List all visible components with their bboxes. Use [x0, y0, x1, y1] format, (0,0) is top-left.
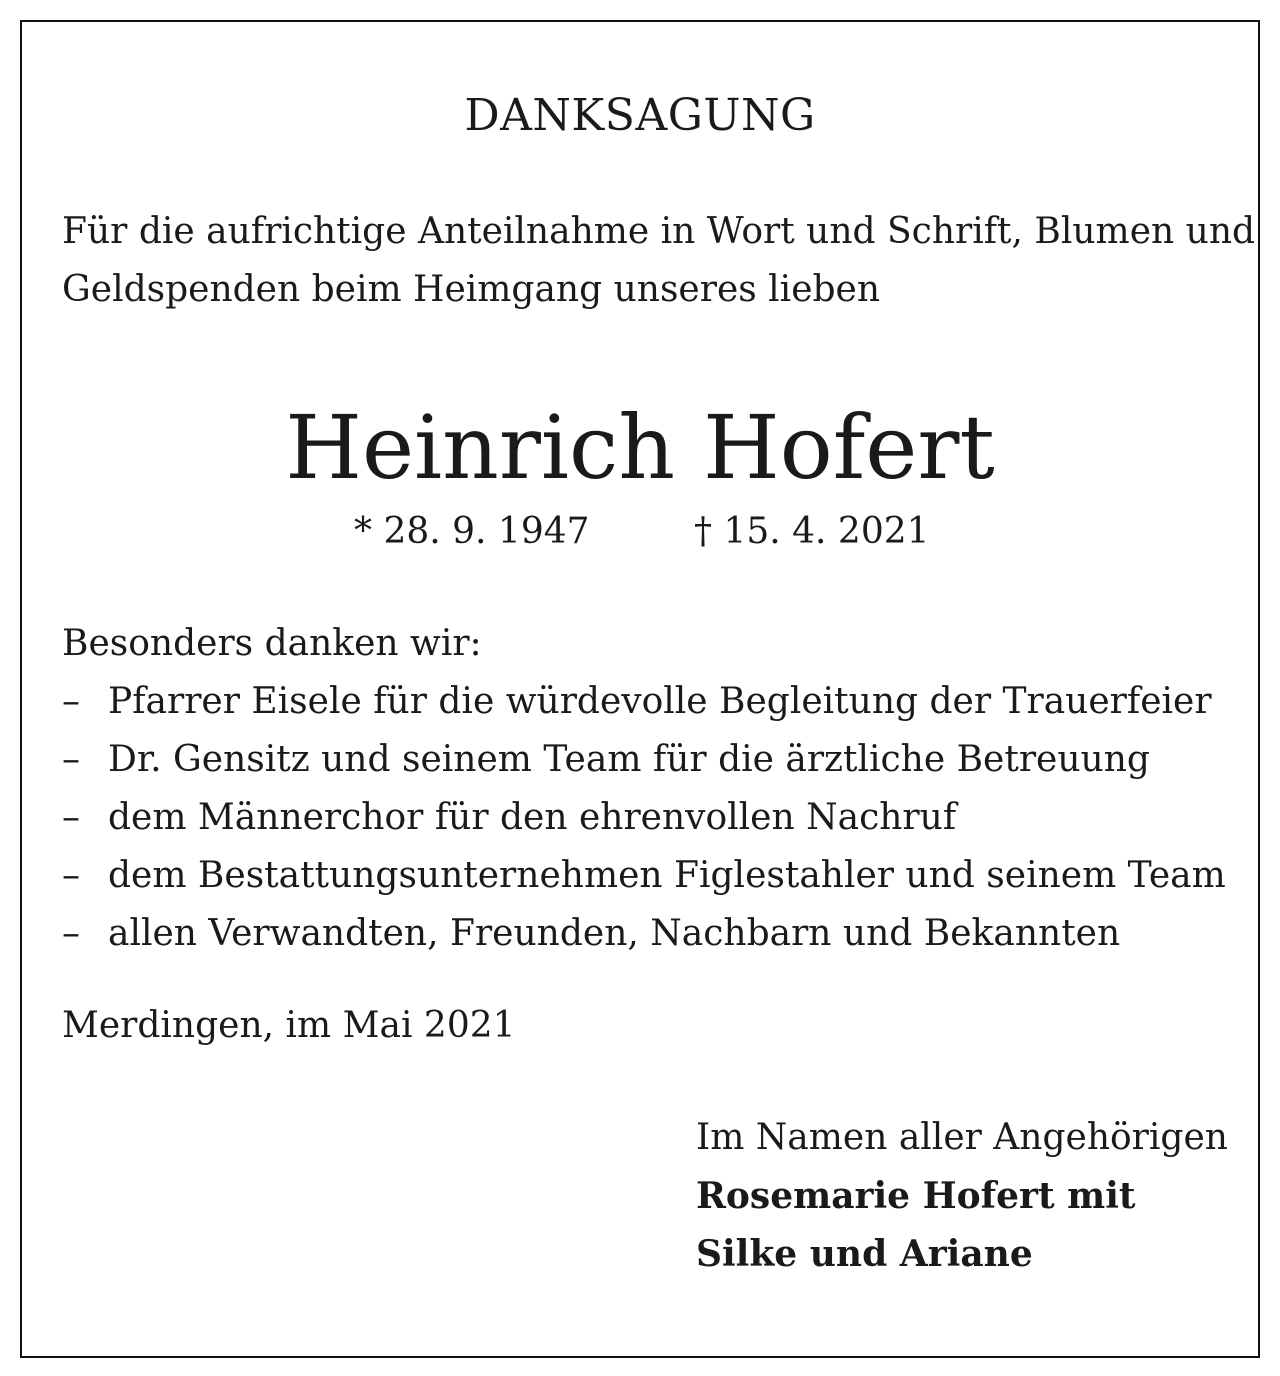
list-item — [62, 739, 1150, 780]
deceased-name: Heinrich Hofert — [285, 396, 995, 499]
list-item — [62, 855, 1226, 896]
list-item-text: dem Bestattungsunternehmen Figlestahler und seinem Team — [108, 855, 1226, 896]
list-item-text: dem Männerchor für den ehrenvollen Nachruf — [108, 797, 957, 838]
signature-line-2: Rosemarie Hofert mit — [696, 1175, 1136, 1217]
signature-line-1: Im Namen aller Angehörigen — [696, 1117, 1228, 1158]
signature-line-3: Silke und Ariane — [696, 1233, 1033, 1275]
list-bullet: – — [62, 797, 80, 838]
intro-line-2: Geldspenden beim Heimgang unseres lieben — [62, 269, 881, 310]
list-bullet: – — [62, 739, 80, 780]
thanks-intro: Besonders danken wir: — [62, 623, 482, 664]
place-date: Merdingen, im Mai 2021 — [62, 1005, 516, 1046]
list-item — [62, 913, 1121, 954]
list-item-text: allen Verwandten, Freunden, Nachbarn und Bekannten — [108, 913, 1121, 954]
notice-heading: DANKSAGUNG — [464, 90, 816, 141]
list-item-text: Dr. Gensitz und seinem Team für die ärztliche Betreuung — [108, 739, 1150, 780]
list-bullet: – — [62, 681, 80, 722]
death-date: † 15. 4. 2021 — [694, 511, 930, 552]
list-item — [62, 797, 957, 838]
list-bullet: – — [62, 855, 80, 896]
list-bullet: – — [62, 913, 80, 954]
birth-date: * 28. 9. 1947 — [354, 511, 590, 552]
obituary-notice — [20, 20, 1260, 1358]
list-item-text: Pfarrer Eisele für die würdevolle Begleitung der Trauerfeier — [108, 681, 1212, 722]
intro-line-1: Für die aufrichtige Anteilnahme in Wort und Schrift, Blumen und — [62, 211, 1256, 252]
list-item — [62, 681, 1212, 722]
